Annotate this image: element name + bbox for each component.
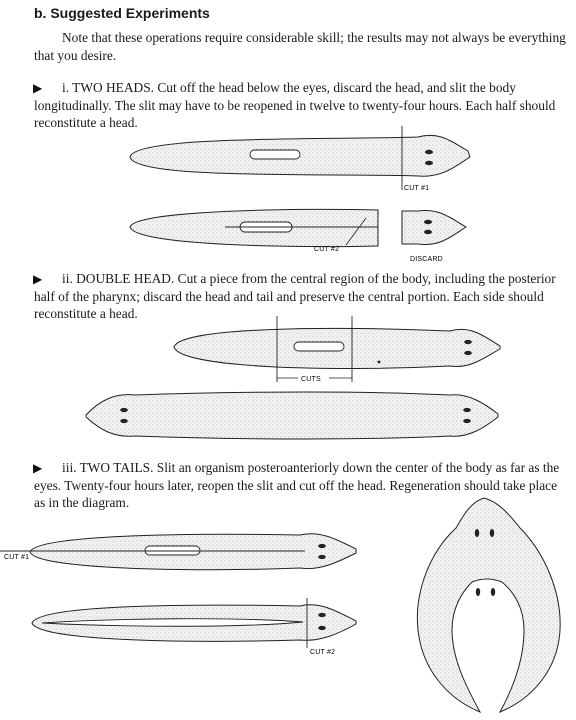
experiment-3-text: iii. TWO TAILS. Slit an organism posteroanteriorly down the center of the body as far as the eyes. Twenty-four hours later, reopen the slit and cut off the head. Regeneration should take place as in the diagram. xyxy=(34,460,560,510)
label-discard: DISCARD xyxy=(410,256,443,263)
worm-two-tails-slit xyxy=(0,534,356,570)
worm-double-headed-result xyxy=(86,392,498,439)
worm-two-heads-intact xyxy=(130,126,470,190)
worm-two-tails-reopened xyxy=(32,598,356,648)
bullet-icon-3: ▶ xyxy=(33,461,43,475)
label-cuts: CUTS xyxy=(301,376,321,383)
experiment-1-text: i. TWO HEADS. Cut off the head below the eyes, discard the head, and slit the body longitudinally. The slit may have to be reopened in twelve to twenty-four hours. Each half should reconstitute a head. xyxy=(34,80,556,130)
bullet-icon-2: ▶ xyxy=(33,272,43,286)
experiment-2-text: ii. DOUBLE HEAD. Cut a piece from the central region of the body, including the posterior half of the pharynx; discard the head and tail and preserve the central portion. Each side should reconstitute a head. xyxy=(34,271,556,321)
two-tailed-regenerated-worm xyxy=(417,498,560,712)
bullet-icon-1: ▶ xyxy=(33,81,43,95)
worm-double-head-cut xyxy=(174,316,500,382)
intro-note: Note that these operations require considerable skill; the results may not always be everything that you desire. xyxy=(34,30,566,63)
label-cut2-iii: CUT #2 xyxy=(310,649,336,656)
label-cut2-i: CUT #2 xyxy=(314,246,340,253)
discarded-head xyxy=(402,210,466,244)
worm-two-heads-slit xyxy=(130,209,378,246)
section-heading: b. Suggested Experiments xyxy=(34,5,210,21)
label-cut1-iii: CUT #1 xyxy=(4,554,30,561)
label-cut1-i: CUT #1 xyxy=(404,185,430,192)
